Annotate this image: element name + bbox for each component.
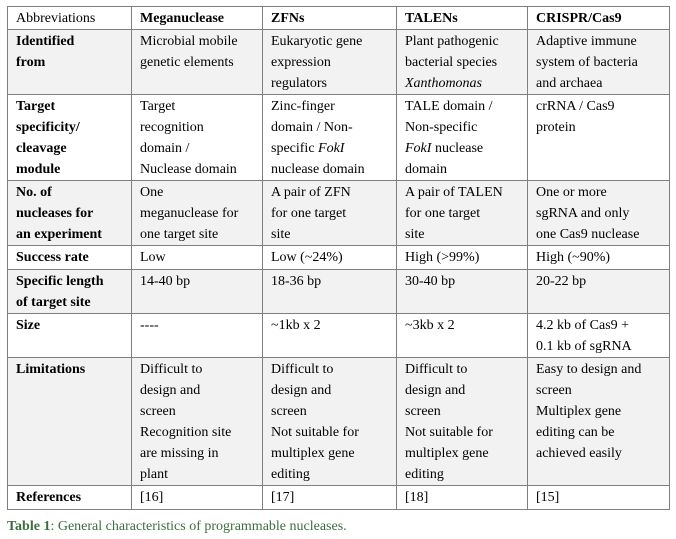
row-target-length xyxy=(8,270,670,314)
row-label-number-of-nucleases: No. of nucleases for an experiment xyxy=(8,181,132,246)
cell-crispr-size: 4.2 kb of Cas9 + 0.1 kb of sgRNA xyxy=(528,314,670,358)
nuclease-comparison-table xyxy=(7,6,670,510)
nuclease-comparison-table-container xyxy=(7,6,670,510)
cell-zfns-success-rate: Low (~24%) xyxy=(263,246,397,270)
table-caption-text: : General characteristics of programmable nucleases. xyxy=(50,519,347,534)
cell-meganuclease-target-specificity: Target recognition domain / Nuclease domain xyxy=(132,95,263,181)
row-limitations xyxy=(8,358,670,486)
header-abbreviations: Abbreviations xyxy=(8,7,132,30)
cell-zfns-target-specificity: Zinc-finger domain / Non- specific FokI nuclease domain xyxy=(263,95,397,181)
cell-zfns-reference: [17] xyxy=(263,486,397,510)
row-label-target-specificity: Target specificity/ cleavage module xyxy=(8,95,132,181)
cell-zfns-number-of-nucleases: A pair of ZFN for one target site xyxy=(263,181,397,246)
cell-talens-number-of-nucleases: A pair of TALEN for one target site xyxy=(397,181,528,246)
cell-crispr-number-of-nucleases: One or more sgRNA and only one Cas9 nuclease xyxy=(528,181,670,246)
cell-crispr-success-rate: High (~90%) xyxy=(528,246,670,270)
row-identified-from xyxy=(8,30,670,95)
cell-talens-success-rate: High (>99%) xyxy=(397,246,528,270)
cell-meganuclease-limitations: Difficult to design and screen Recognition site are missing in plant xyxy=(132,358,263,486)
row-number-of-nucleases xyxy=(8,181,670,246)
cell-crispr-target-specificity: crRNA / Cas9 protein xyxy=(528,95,670,181)
cell-meganuclease-size: ---- xyxy=(132,314,263,358)
cell-meganuclease-number-of-nucleases: One meganuclease for one target site xyxy=(132,181,263,246)
header-crispr-cas9: CRISPR/Cas9 xyxy=(528,7,670,30)
header-row xyxy=(8,7,670,30)
row-label-limitations: Limitations xyxy=(8,358,132,486)
cell-zfns-target-length: 18-36 bp xyxy=(263,270,397,314)
row-label-references: References xyxy=(8,486,132,510)
cell-talens-reference: [18] xyxy=(397,486,528,510)
cell-talens-identified-from: Plant pathogenic bacterial species Xanthomonas xyxy=(397,30,528,95)
row-success-rate xyxy=(8,246,670,270)
cell-crispr-target-length: 20-22 bp xyxy=(528,270,670,314)
header-zfns: ZFNs xyxy=(263,7,397,30)
row-label-size: Size xyxy=(8,314,132,358)
cell-talens-target-specificity: TALE domain / Non-specific FokI nuclease domain xyxy=(397,95,528,181)
row-label-success-rate: Success rate xyxy=(8,246,132,270)
cell-zfns-limitations: Difficult to design and screen Not suitable for multiplex gene editing xyxy=(263,358,397,486)
cell-crispr-reference: [15] xyxy=(528,486,670,510)
header-talens: TALENs xyxy=(397,7,528,30)
header-meganuclease: Meganuclease xyxy=(132,7,263,30)
cell-meganuclease-reference: [16] xyxy=(132,486,263,510)
row-size xyxy=(8,314,670,358)
row-label-identified-from: Identified from xyxy=(8,30,132,95)
row-label-target-length: Specific length of target site xyxy=(8,270,132,314)
cell-meganuclease-success-rate: Low xyxy=(132,246,263,270)
cell-talens-limitations: Difficult to design and screen Not suitable for multiplex gene editing xyxy=(397,358,528,486)
cell-zfns-identified-from: Eukaryotic gene expression regulators xyxy=(263,30,397,95)
cell-crispr-identified-from: Adaptive immune system of bacteria and archaea xyxy=(528,30,670,95)
cell-talens-size: ~3kb x 2 xyxy=(397,314,528,358)
cell-meganuclease-target-length: 14-40 bp xyxy=(132,270,263,314)
cell-zfns-size: ~1kb x 2 xyxy=(263,314,397,358)
table-caption-label: Table 1 xyxy=(7,519,51,534)
cell-crispr-limitations: Easy to design and screen Multiplex gene editing can be achieved easily xyxy=(528,358,670,486)
table-caption xyxy=(7,518,347,536)
row-references xyxy=(8,486,670,510)
cell-talens-target-length: 30-40 bp xyxy=(397,270,528,314)
cell-meganuclease-identified-from: Microbial mobile genetic elements xyxy=(132,30,263,95)
row-target-specificity xyxy=(8,95,670,181)
